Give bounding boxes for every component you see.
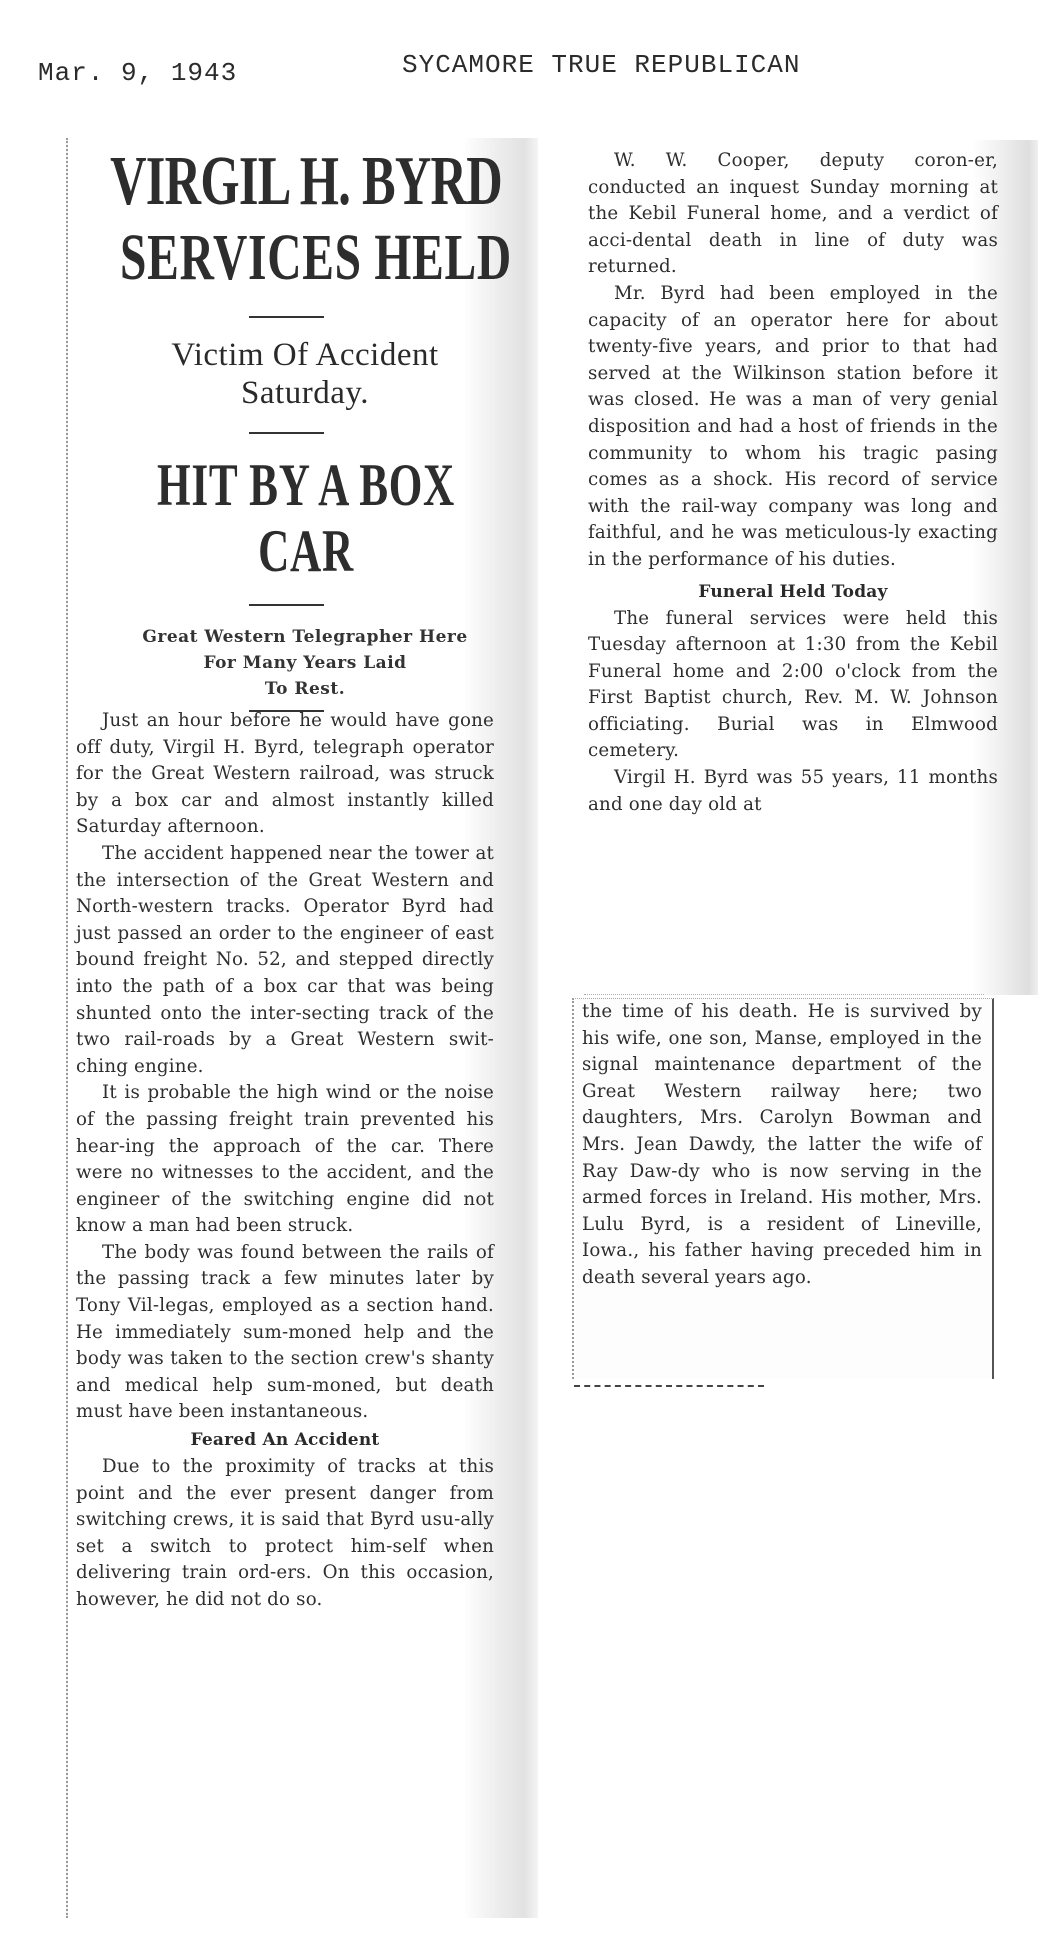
subhead-funeral-held-today: Funeral Held Today — [698, 581, 888, 602]
paragraph: Mr. Byrd had been employed in the capacity of an operator here for about twenty-five years, and prior to that had served at the Wilkinson station before it was closed. He was a man of very genial disposition and had a host of friends in the community to whom his tragic pasing comes as a shock. His record of service with the rail-way company was long and faithful, and he was meticulous-ly exacting in the performance of his duties. — [588, 282, 998, 570]
subdeck-line-3: To Rest. — [264, 679, 346, 699]
subhead-feared-an-accident: Feared An Accident — [190, 1430, 380, 1451]
article-body-continued — [582, 999, 982, 1292]
publication-date: Mar. 9, 1943 — [38, 58, 238, 88]
paragraph: It is probable the high wind or the noise of the passing freight train prevented his hear-ing the approach of the car. There were no witnesses to the accident, and the engineer of the switching engine did not know a man had been struck. — [76, 1082, 494, 1237]
newspaper-name: SYCAMORE TRUE REPUBLICAN — [402, 50, 801, 80]
clipped-fragment — [584, 984, 984, 995]
paragraph: the time of his death. He is survived by his wife, one son, Manse, employed in the signal maintenance department of the Great Western railway here; two daughters, Mrs. Carolyn Bowman and Mrs. Jean Dawdy, the latter the wife of Ray Daw-dy who is now serving in the armed forces in Ireland. His mother, Mrs. Lulu Byrd, is a resident of Lineville, Iowa., his father having preceded him in death several years ago. — [582, 1001, 982, 1288]
secondary-headline-divider — [249, 604, 324, 606]
paragraph: Just an hour before he would have gone off duty, Virgil H. Byrd, telegraph operator for the Great Western railroad, was struck by a box car and almost instantly killed Saturday afternoon. — [76, 710, 494, 838]
deck-line-1: Victim Of Accident — [171, 337, 439, 373]
article-body-right — [588, 148, 998, 818]
paragraph: Virgil H. Byrd was 55 years, 11 months and one day old at — [588, 767, 998, 815]
headline-block — [76, 138, 512, 712]
paragraph: The funeral services were held this Tuesday afternoon at 1:30 from the Kebil Funeral home and 2:00 o'clock from the First Baptist church, Rev. M. W. Johnson officiating. Burial was in Elmwood cemetery. — [588, 607, 998, 762]
subdeck-line-2: For Many Years Laid — [203, 653, 407, 673]
clipping-header — [0, 50, 1045, 90]
deck-line-2: Saturday. — [241, 375, 369, 411]
end-of-article-rule — [574, 1385, 764, 1387]
headline-line-1: VIRGIL H. BYRD — [110, 143, 502, 220]
paragraph: The accident happened near the tower at the intersection of the Great Western and North-western tracks. Operator Byrd had just passed an order to the engineer of east bound freight No. 52, and stepped directly into the path of a box car that was being shunted onto the inter-secting track of the two rail-roads by a Great Western swit-ching engine. — [76, 842, 494, 1077]
headline-line-2: SERVICES HELD — [120, 221, 512, 294]
headline-divider — [249, 316, 324, 318]
paragraph: W. W. Cooper, deputy coron-er, conducted an inquest Sunday morning at the Kebil Funeral home, and a verdict of acci-dental death in line of duty was returned. — [588, 150, 998, 278]
article-body-left — [76, 708, 494, 1614]
paragraph: The body was found between the rails of the passing track a few minutes later by Tony Vil-legas, employed as a section hand. He immediately sum-moned help and the body was taken to the section crew's shanty and medical help sum-moned, but death must have been instantaneous. — [76, 1241, 494, 1423]
article-left-column — [66, 138, 538, 1918]
article-right-column — [568, 140, 1038, 995]
secondary-headline: HIT BY A BOX CAR — [157, 452, 455, 584]
subdeck-line-1: Great Western Telegrapher Here — [142, 627, 468, 647]
deck-divider — [249, 432, 324, 434]
article-continuation-clipping — [572, 998, 994, 1379]
paragraph: Due to the proximity of tracks at this point and the ever present danger from switching crews, it is said that Byrd usu-ally set a switch to protect him-self when delivering train ord-ers. On this occasion, however, he did not do so. — [76, 1456, 494, 1610]
